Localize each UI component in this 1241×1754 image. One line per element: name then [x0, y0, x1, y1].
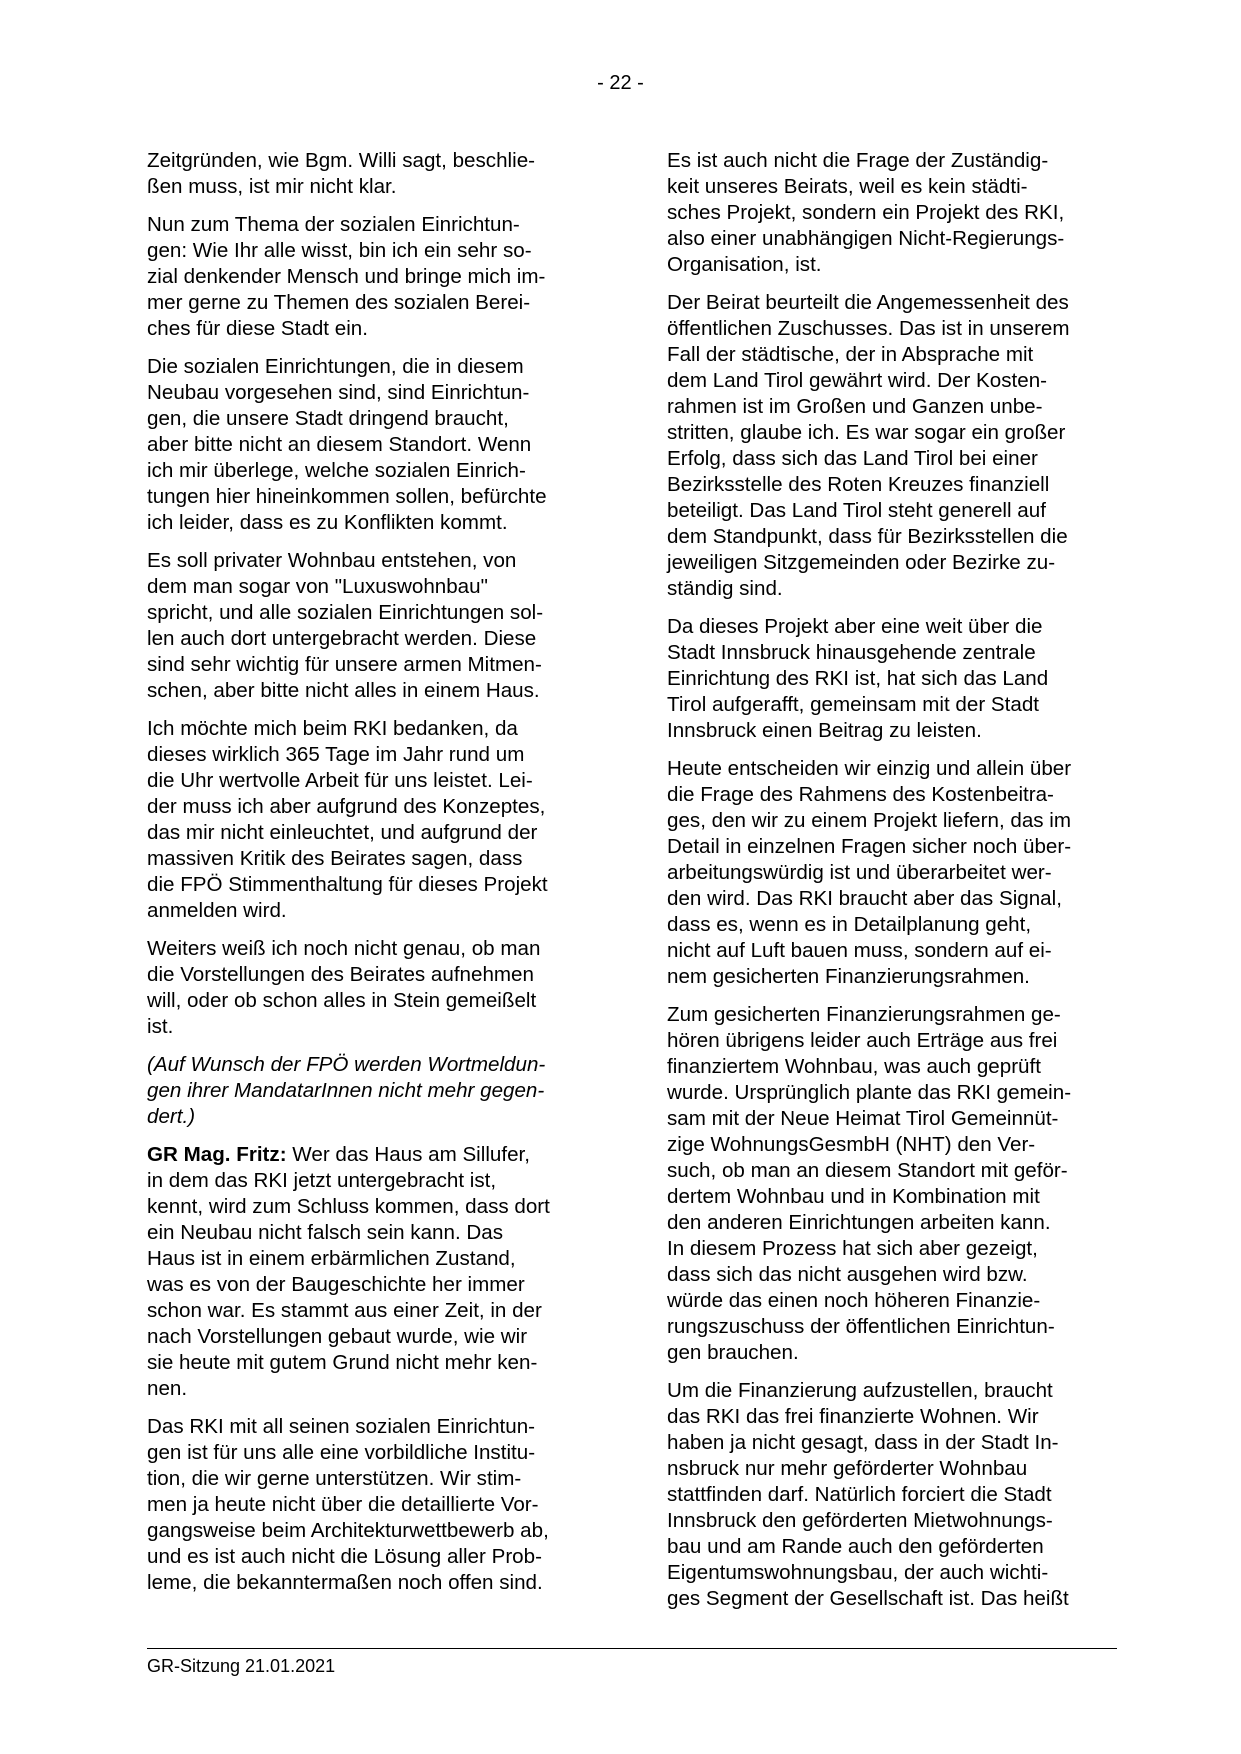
- right-column: [667, 148, 1117, 1624]
- speaker-name: GR Mag. Fritz:: [147, 1143, 287, 1166]
- speaker-paragraph: [147, 1142, 599, 1402]
- paragraph: Es ist auch nicht die Frage der Zuständig- keit unseres Beirats, weil es kein städti- sches Projekt, sondern ein Projekt des RKI, also einer unabhängigen Nicht-Regierungs- Organisation, ist.: [667, 149, 1065, 276]
- paragraph: Da dieses Projekt aber eine weit über die Stadt Innsbruck hinausgehende zentrale Einrichtung des RKI ist, hat sich das Land Tirol aufgerafft, gemeinsam mit der Stadt Innsbruck einen Beitrag zu leisten.: [667, 615, 1049, 742]
- paragraph: Heute entscheiden wir einzig und allein über die Frage des Rahmens des Kostenbeitra- ges, den wir zu einem Projekt liefern, das im Detail in einzelnen Fragen sicher noch über- arbeitungswürdig ist und überarbeitet wer- den wird. Das RKI braucht aber das Signal, dass es, wenn es in Detailplanung geht, nicht auf Luft bauen muss, sondern auf ei- nem gesicherten Finanzierungsrahmen.: [667, 757, 1072, 988]
- paragraph: Das RKI mit all seinen sozialen Einrichtun- gen ist für uns alle eine vorbildliche Institu- tion, die wir gerne unterstützen. Wir stim- men ja heute nicht über die detaillierte Vor- gangsweise beim Architekturwettbewerb ab, und es ist auch nicht die Lösung aller Prob- leme, die bekanntermaßen noch offen sind.: [147, 1415, 549, 1594]
- paragraph: Um die Finanzierung aufzustellen, braucht das RKI das frei finanzierte Wohnen. Wir haben ja nicht gesagt, dass in der Stadt In- nsbruck nur mehr geförderter Wohnbau stattfinden darf. Natürlich forciert die Stadt Innsbruck den geförderten Mietwohnungs- bau und am Rande auch den geförderten Eigentumswohnungsbau, der auch wichti- ges Segment der Gesellschaft ist. Das heißt: [667, 1379, 1069, 1610]
- paragraph: Weiters weiß ich noch nicht genau, ob man die Vorstellungen des Beirates aufnehmen will, oder ob schon alles in Stein gemeißelt ist.: [147, 937, 541, 1038]
- editorial-note: (Auf Wunsch der FPÖ werden Wortmeldun- gen ihrer MandatarInnen nicht mehr gegen- dert.): [147, 1053, 546, 1128]
- paragraph: Es soll privater Wohnbau entstehen, von dem man sogar von "Luxuswohnbau" spricht, und alle sozialen Einrichtungen sol- len auch dort untergebracht werden. Diese sind sehr wichtig für unsere armen Mitmen- schen, aber bitte nicht alles in einem Haus.: [147, 549, 544, 702]
- paragraph: Zeitgründen, wie Bgm. Willi sagt, beschlie- ßen muss, ist mir nicht klar.: [147, 149, 536, 198]
- paragraph: Die sozialen Einrichtungen, die in diesem Neubau vorgesehen sind, sind Einrichtun- gen, die unsere Stadt dringend braucht, aber bitte nicht an diesem Standort. Wenn ich mir überlege, welche sozialen Einrich- tungen hier hineinkommen sollen, befürchte ich leider, dass es zu Konflikten kommt.: [147, 355, 547, 534]
- paragraph: Zum gesicherten Finanzierungsrahmen ge- hören übrigens leider auch Erträge aus frei finanziertem Wohnbau, was auch geprüft wurde. Ursprünglich plante das RKI gemein- sam mit der Neue Heimat Tirol Gemeinnüt- zige WohnungsGesmbH (NHT) den Ver- such, ob man an diesem Standort mit geför- dertem Wohnbau und in Kombination mit den anderen Einrichtungen arbeiten kann. In diesem Prozess hat sich aber gezeigt, dass sich das nicht ausgehen wird bzw. würde das einen noch höheren Finanzie- rungszuschuss der öffentlichen Einrichtun- gen brauchen.: [667, 1003, 1072, 1364]
- paragraph: Der Beirat beurteilt die Angemessenheit des öffentlichen Zuschusses. Das ist in unserem Fall der städtische, der in Absprache mit dem Land Tirol gewährt wird. Der Kosten- rahmen ist im Großen und Ganzen unbe- stritten, glaube ich. Es war sogar ein großer Erfolg, dass sich das Land Tirol bei einer Bezirksstelle des Roten Kreuzes finanziell beteiligt. Das Land Tirol steht generell auf dem Standpunkt, dass für Bezirksstellen die jeweiligen Sitzgemeinden oder Bezirke zu- ständig sind.: [667, 291, 1070, 600]
- paragraph: Nun zum Thema der sozialen Einrichtun- gen: Wie Ihr alle wisst, bin ich ein sehr so- zial denkender Mensch und bringe mich im- mer gerne zu Themen des sozialen Berei- ches für diese Stadt ein.: [147, 213, 546, 340]
- page-number: - 22 -: [597, 72, 644, 94]
- paragraph: Ich möchte mich beim RKI bedanken, da dieses wirklich 365 Tage im Jahr rund um die Uhr wertvolle Arbeit für uns leistet. Lei- der muss ich aber aufgrund des Konzeptes, das mir nicht einleuchtet, und aufgrund der massiven Kritik des Beirates sagen, dass die FPÖ Stimmenthaltung für dieses Projekt anmelden wird.: [147, 717, 548, 922]
- footer-divider: [147, 1648, 1117, 1649]
- speaker-text: Wer das Haus am Sillufer, in dem das RKI jetzt untergebracht ist, kennt, wird zum Schluss kommen, dass dort ein Neubau nicht falsch sein kann. Das Haus ist in einem erbärmlichen Zustand, was es von der Baugeschichte her immer schon war. Es stammt aus einer Zeit, in der nach Vorstellungen gebaut wurde, wie wir sie heute mit gutem Grund nicht mehr ken- nen.: [147, 1143, 550, 1400]
- footer-session-date: GR-Sitzung 21.01.2021: [147, 1656, 336, 1676]
- left-column: [147, 148, 599, 1608]
